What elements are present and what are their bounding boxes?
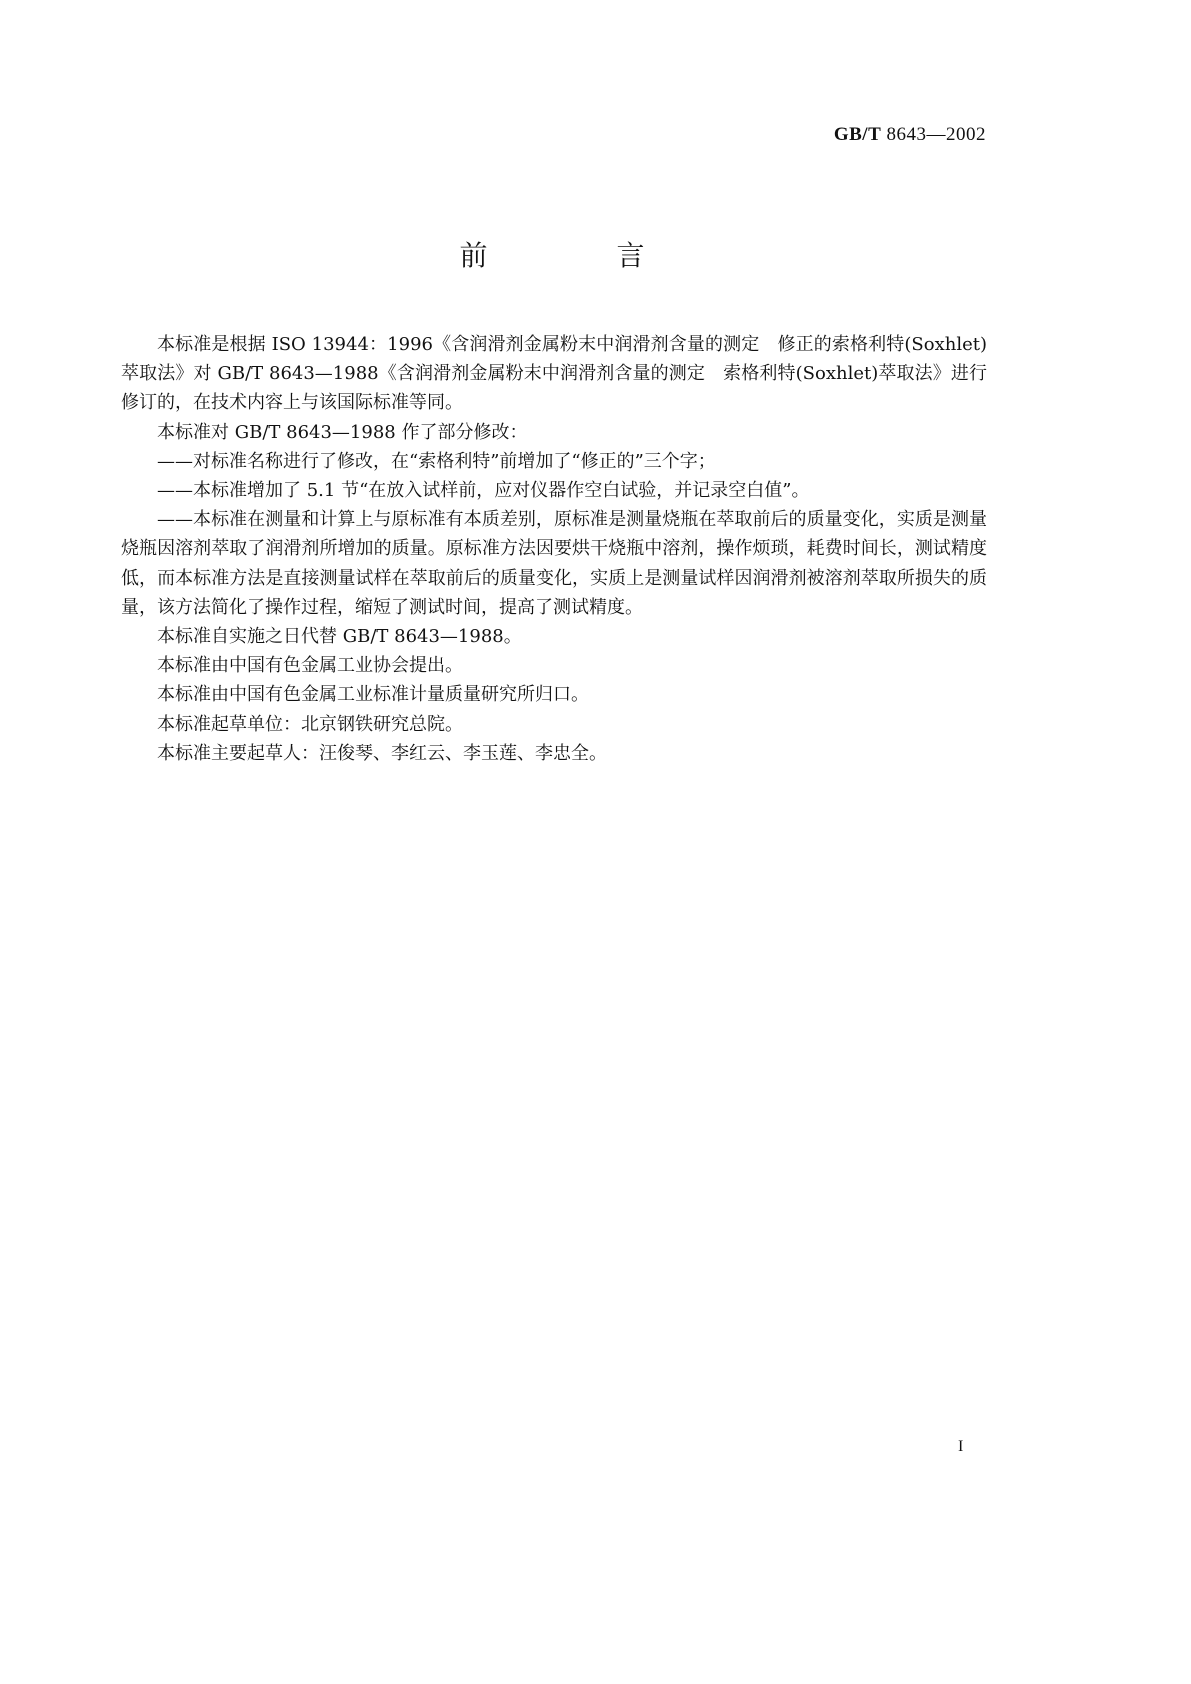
paragraph-change-title: ——对标准名称进行了修改，在“索格利特”前增加了“修正的”三个字； [157, 450, 716, 472]
paragraph-replaces: 本标准自实施之日代替 GB/T 8643—1988。 [157, 626, 522, 648]
paragraph-administrator: 本标准由中国有色金属工业标准计量质量研究所归口。 [157, 684, 589, 706]
standard-number [834, 124, 986, 146]
paragraph-proposer: 本标准由中国有色金属工业协会提出。 [157, 655, 463, 677]
page-number: I [958, 1438, 964, 1455]
paragraph-basis: 本标准是根据 ISO 13944：1996《含润滑剂金属粉末中润滑剂含量的测定 修正的索格利特(Soxhlet)萃取法》对 GB/T 8643—1988《含润滑剂金属粉末中润滑剂含量的测定 索格利特(Soxhlet)萃取法》进行修订的，在技术内容上与该国际标准等同。 [121, 334, 987, 414]
paragraph-drafters: 本标准主要起草人：汪俊琴、李红云、李玉莲、李忠全。 [157, 742, 607, 764]
standard-prefix: GB/T [833, 124, 882, 145]
paragraph-changes-intro: 本标准对 GB/T 8643—1988 作了部分修改： [157, 421, 528, 443]
page-title: 前 言 [459, 239, 705, 272]
standard-id: 8643—2002 [886, 124, 986, 145]
paragraph-change-measurement: ——本标准在测量和计算上与原标准有本质差别，原标准是测量烧瓶在萃取前后的质量变化，实质是测量烧瓶因溶剂萃取了润滑剂所增加的质量。原标准方法因要烘干烧瓶中溶剂，操作烦琐，耗费时间长，测试精度低，而本标准方法是直接测量试样在萃取前后的质量变化，实质上是测量试样因润滑剂被溶剂萃取所损失的质量，该方法简化了操作过程，缩短了测试时间，提高了测试精度。 [121, 509, 987, 618]
paragraph-change-blank-test: ——本标准增加了 5.1 节“在放入试样前，应对仪器作空白试验，并记录空白值”。 [157, 480, 810, 502]
foreword-body [121, 330, 987, 768]
paragraph-drafting-unit: 本标准起草单位：北京钢铁研究总院。 [157, 713, 463, 735]
